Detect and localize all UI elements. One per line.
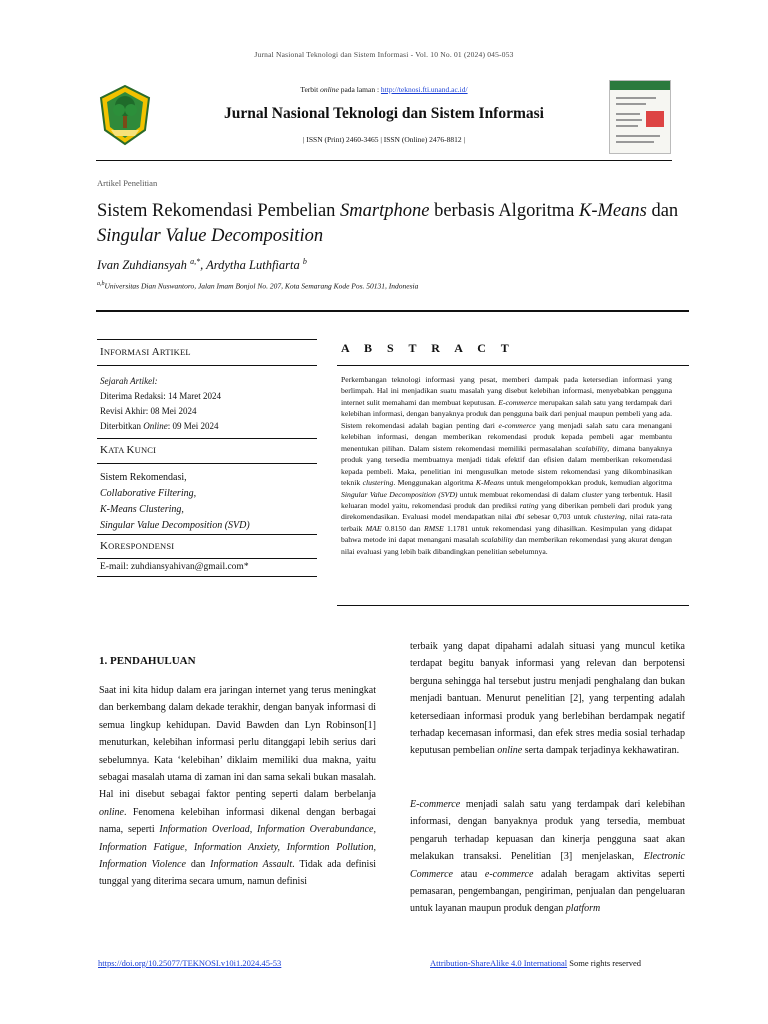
journal-title: Jurnal Nasional Teknologi dan Sistem Informasi <box>224 105 544 122</box>
info-rule-top <box>97 339 317 340</box>
keywords-heading: KATA KUNCI <box>100 444 157 456</box>
author-list: Ivan Zuhdiansyah $^{a,*}$, Ardytha Luthfiarta $^b$ <box>97 257 307 273</box>
article-type-label: Artikel Penelitian <box>97 178 158 188</box>
affiliation: $^{a,b}$Universitas Dian Nuswantoro, Jalan Imam Bonjol No. 207, Kota Semarang Kode Pos. 50131, Indonesia <box>97 281 419 291</box>
header-rule <box>96 160 672 161</box>
corr-rule-bottom <box>97 576 317 577</box>
abstract-heading: A B S T R A C T <box>341 341 515 355</box>
abstract-text: Perkembangan teknologi informasi yang pesat, memberi dampak pada ketersedian informasi yang berlimpah. Hal ini menjadikan suatu masalah yang disebut kelebihan informasi, menyebabkan pengguna internet sulit memahami dan membuat keputusan. E-commerce merupakan salah satu yang terdampak dari kelebihan informasi, dengan banyaknya produk dan pengguna baik dari penjual maupun pembeli yang ada. Sistem rekomendasi adalah bagian penting dari e-commerce yang menjadi salah satu cara menangani kelebihan informasi, dengan memberikan rekomendasi produk kepada pembeli agar membantu menentukan pilihan. Dalam sistem rekomendasi memiliki permasalahan scalability, dimana banyaknya produk yang tersedia membuatnya menjadi tidak efektif dan efisien dalam memberikan rekomendasi kepada pembeli. Maka, penelitian ini mengusulkan metode sistem rekomendasi yang dikombinasikan teknik clustering. Menggunakan algoritma K-Means untuk mengelompokkan produk, kemudian algoritma Singular Value Decomposition (SVD) untuk membuat rekomendasi di dalam cluster yang terbentuk. Hasil keluaran model yaitu, rekomendasi produk dan prediksi rating yang diberikan pembeli dari produk yang direkomendasikan. Evaluasi model mendapatkan nilai dbi sebesar 0,703 untuk clustering, nilai rata-rata terbaik MAE 0.8150 dan RMSE 1.1781 untuk rekomendasi yang dihasilkan. Kesimpulan yang didapat bahwa metode ini dapat menangani masalah scalability dan memberikan rekomendasi yang akurat dengan nilai evaluasi yang lebih baik dibandingkan penelitian sebelumnya. <box>341 375 672 556</box>
corr-rule-top <box>97 534 317 535</box>
journal-url-link[interactable]: http://teknosi.fti.unand.ac.id/ <box>380 85 468 94</box>
info-rule-mid <box>97 365 317 366</box>
title-rule <box>96 310 689 312</box>
journal-cover-image <box>609 80 671 154</box>
license-link[interactable]: Attribution-ShareAlike 4.0 International <box>430 958 568 968</box>
keywords-rule-top <box>97 438 317 439</box>
section-heading-pendahuluan: 1. PENDAHULUAN <box>99 655 196 667</box>
abstract-rule-top <box>337 365 689 366</box>
keywords-rule-mid <box>97 463 317 464</box>
corr-rule-mid <box>97 558 317 559</box>
issn-line: | ISSN (Print) 2460-3465 | ISSN (Online) 2476-8812 | <box>302 135 465 144</box>
license-notice: Attribution-ShareAlike 4.0 International Some rights reserved <box>430 958 642 968</box>
journal-header <box>97 80 671 156</box>
article-history: Sejarah Artikel: Diterima Redaksi: 14 Maret 2024 Revisi Akhir: 08 Mei 2024 Diterbitkan Online: 09 Mei 2024 <box>100 376 221 431</box>
correspondence-heading: KORESPONDENSI <box>100 540 175 552</box>
info-heading: INFORMASI ARTIKEL <box>100 346 191 358</box>
abstract-rule-bottom <box>337 605 689 606</box>
keyword-list: Sistem Rekomendasi, Collaborative Filtering, K-Means Clustering, Singular Value Decomposition (SVD) <box>100 472 250 531</box>
doi-link[interactable]: https://doi.org/10.25077/TEKNOSI.v10i1.2024.45-53 <box>98 958 282 968</box>
correspondence-email: E-mail: zuhdiansyahivan@gmail.com* <box>100 562 249 572</box>
publish-info: Terbit online pada laman : http://teknosi.fti.unand.ac.id/ <box>300 85 468 94</box>
body-right-column-p1: terbaik yang dapat dipahami adalah situasi yang muncul ketika terdapat begitu banyak informasi yang relevan dan berpotensi berguna sehingga hal tersebut justru menjadi penghalang dan bukan menjadi bantuan. Menurut penelitian [2], yang terpenting adalah ketersediaan informasi produk yang berlebihan berdampak negatif terhadap kecemasan informasi, dan efek stres media sosial terhadap keputusan pembelian online serta dampak terjadinya kekhawatiran. <box>410 641 685 757</box>
body-left-column: Saat ini kita hidup dalam era jaringan internet yang terus meningkat dan berkembang dalam dekade terakhir, dengan banyak informasi di semua lingkup kehidupan. David Bawden dan Lyn Robinson[1] menuturkan, kelebihan informasi perlu ditanggapi lebih serius dari sebelumnya. Kata ‘kelebihan’ diklaim memiliki dua makna, yaitu sebagai masalah utama di zaman ini dan sama sekali bukan masalah. Hal ini disebut sebagai faktor penting seperti dalam berbelanja online. Fenomena kelebihan informasi dikenal dengan berbagai nama, seperti Information Overload, Information Overabundance, Information Fatigue, Information Anxiety, Informtion Pollution, Information Violence dan Information Assault. Tidak ada definisi tunggal yang diterima secara umum, namun definisi <box>99 685 376 888</box>
body-right-column-p2: E-commerce menjadi salah satu yang terdampak dari kelebihan informasi, dengan banyaknya produk yang tersedia, membuat pengaruh terhadap kepuasan dan kinerja pengguna saat akan melakukan transaksi. Penelitian [3] menjelaskan, Electronic Commerce atau e-commerce adalah beragam aktivitas seperti pemasaran, pengembangan, pengiriman, penjualan dan pengeluaran untuk layanan maupun produk dengan platform <box>410 799 685 915</box>
running-head: Jurnal Nasional Teknologi dan Sistem Informasi - Vol. 10 No. 01 (2024) 045-053 <box>254 50 514 59</box>
paper-title: Sistem Rekomendasi Pembelian Smartphone berbasis Algoritma K-Means dan Singular Value Decomposition <box>97 201 679 246</box>
